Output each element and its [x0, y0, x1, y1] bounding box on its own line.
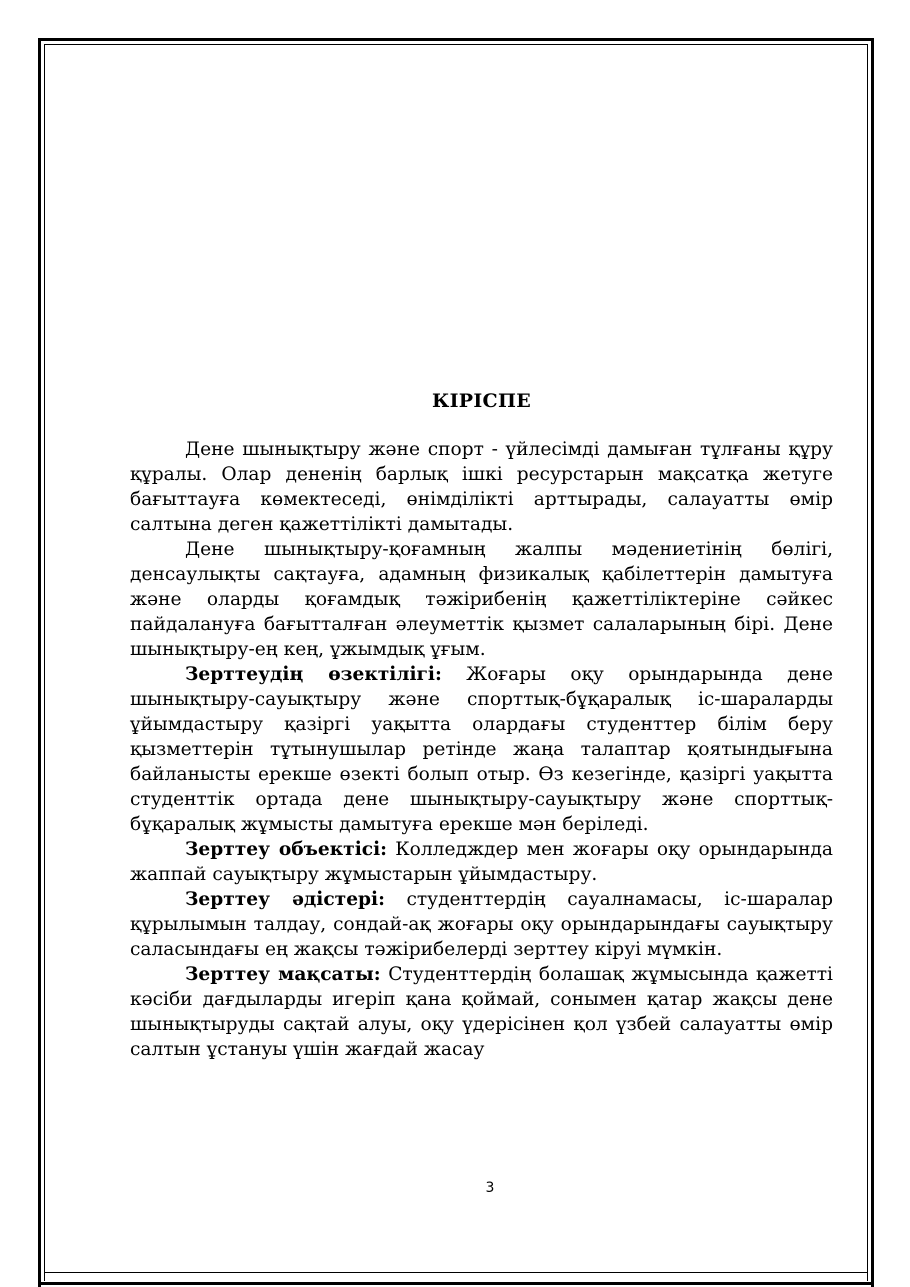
paragraph-text: Жоғары оқу орындарында дене шынықтыру-сауықтыру және спорттық-бұқаралық іс-шараларды ұйымдастыру қазіргі уақытта олардағы студенттер білім беру қызметтерін тұтынушылар ретінде жаңа талаптар қоятындығына байланысты ерекше өзекті болып отыр. Өз кезегінде, қазіргі уақытта студенттік ортада дене шынықтыру-сауықтыру және спорттық-бұқаралық жұмысты дамытуға ерекше мән беріледі.: [130, 664, 833, 835]
paragraph-text: Колледждер мен жоғары оқу орындарында жаппай сауықтыру жұмыстарын ұйымдастыру.: [130, 839, 834, 885]
paragraph-lead: Зерттеу мақсаты:: [185, 964, 381, 985]
paragraph-text: Студенттердің болашақ жұмысында қажетті кәсіби дағдыларды игеріп қана қоймай, сонымен қатар жақсы дене шынықтыруды сақтай алуы, оқу үдерісінен қол үзбей салауатты өмір салтын ұстануы үшін жағдай жасау: [130, 964, 833, 1060]
paragraph-definition: [130, 537, 833, 662]
paragraph-lead: Зерттеу объектісі:: [185, 839, 388, 860]
paragraph-intro: [130, 437, 833, 537]
paragraph-text: Дене шынықтыру-қоғамның жалпы мәдениетінің бөлігі, денсаулықты сақтауға, адамның физикалық қабілеттерін дамытуға және оларды қоғамдық тәжірибенің қажеттіліктеріне сәйкес пайдалануға бағытталған әлеуметтік қызмет салаларының бірі. Дене шынықтыру-ең кең, ұжымдық ұғым.: [130, 539, 833, 660]
document-body: [130, 387, 833, 1062]
paragraph-relevance: [130, 662, 833, 837]
paragraph-goal: [130, 962, 833, 1062]
paragraph-text: студенттердің сауалнамасы, іс-шаралар құрылымын талдау, сондай-ақ жоғары оқу орындарындағы сауықтыру саласындағы ең жақсы тәжірибелерді зерттеу кіруі мүмкін.: [130, 889, 833, 960]
paragraph-object: [130, 837, 833, 887]
paragraph-text: Дене шынықтыру және спорт - үйлесімді дамыған тұлғаны құру құралы. Олар дененің барлық ішкі ресурстарын мақсатқа жетуге бағыттауға көмектеседі, өнімділікті арттырады, салауатты өмір салтына деген қажеттілікті дамытады.: [130, 439, 833, 535]
page-number: 3: [485, 1180, 495, 1196]
paragraph-methods: [130, 887, 833, 962]
section-heading: КІРІСПЕ: [432, 390, 531, 412]
paragraph-lead: Зерттеу әдістері:: [185, 889, 385, 910]
paragraph-lead: Зерттеудің өзектілігі:: [185, 664, 442, 685]
